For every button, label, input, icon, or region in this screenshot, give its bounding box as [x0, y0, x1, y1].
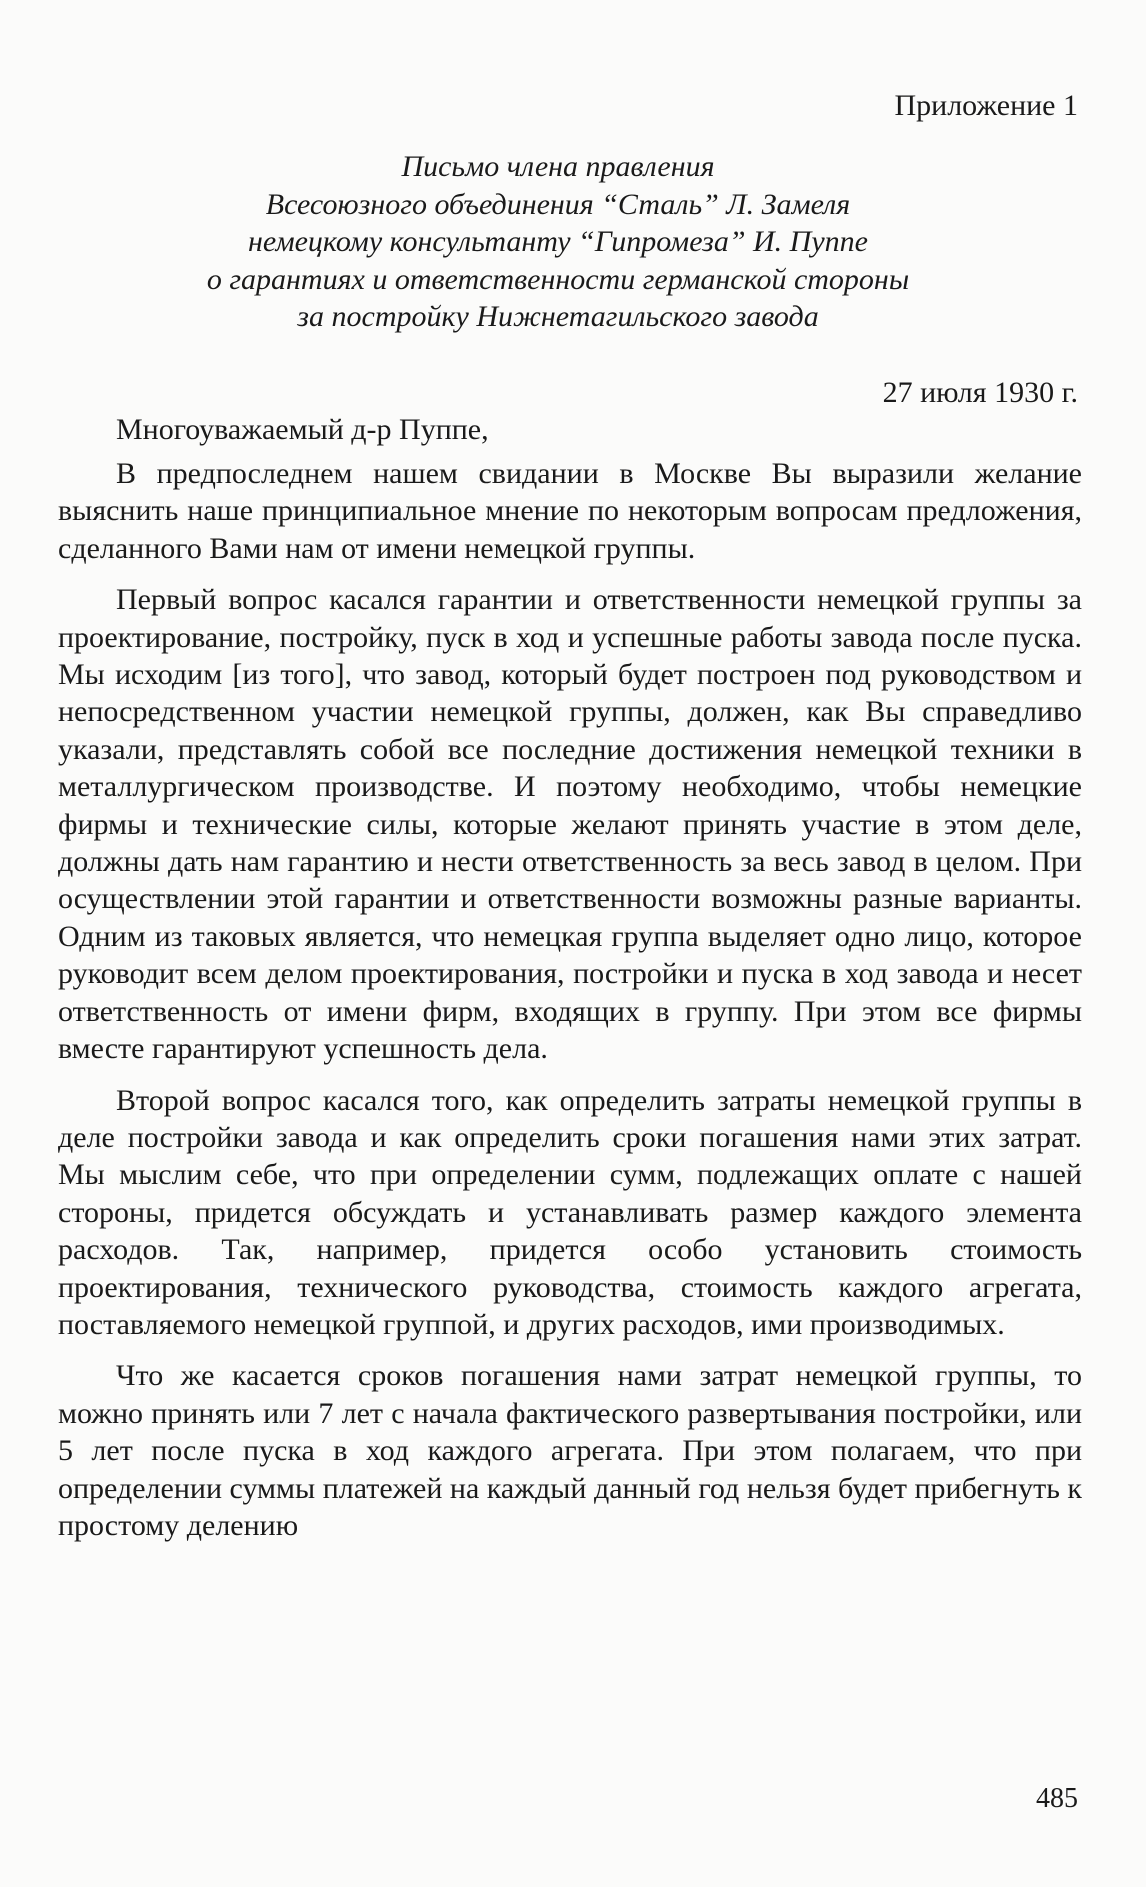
body-paragraph: В предпоследнем нашем свидании в Москве Вы выразили желание выяснить наше принципиальное мнение по некоторым вопросам предложения, сделанного Вами нам от имени немецкой группы. — [58, 457, 1082, 565]
title-line: о гарантиях и ответственности германской стороны — [206, 262, 910, 296]
document-title — [110, 148, 1006, 336]
title-line: Письмо члена правления — [401, 150, 715, 183]
letter-body — [58, 455, 1082, 1544]
body-paragraph: Что же касается сроков погашения нами затрат немецкой группы, то можно принять или 7 лет с начала фактического развертывания постройки, или 5 лет после пуска в ход каждого агрегата. При этом полагаем, что при определении суммы платежей на каждый данный год нельзя будет прибегнуть к простому делению — [58, 1359, 1082, 1542]
title-line: за постройку Нижнетагильского завода — [297, 300, 819, 333]
title-line: немецкому консультанту “Гипромеза” И. Пуппе — [248, 225, 868, 258]
title-line: Всесоюзного объединения “Сталь” Л. Замеля — [265, 187, 851, 221]
appendix-label: Приложение 1 — [894, 89, 1078, 122]
body-paragraph: Первый вопрос касался гарантии и ответственности немецкой группы за проектирование, постройку, пуск в ход и успешные работы завода после пуска. Мы исходим [из того], что завод, который будет построен под руководством и непосредственном участии немецкой группы, должен, как Вы справедливо указали, представлять собой все последние достижения немецкой техники в металлургическом производстве. И поэтому необходимо, чтобы немецкие фирмы и технические силы, которые желают принять участие в этом деле, должны дать нам гарантию и нести ответственность за весь завод в целом. При осуществлении этой гарантии и ответственности возможны разные варианты. Одним из таковых является, что немецкая группа выделяет одно лицо, которое руководит всем делом проектирования, постройки и пуска в ход завода и несет ответственность от имени фирм, входящих в группу. При этом все фирмы вместе гарантируют успешность дела. — [58, 583, 1082, 1066]
body-paragraph: Второй вопрос касался того, как определить затраты немецкой группы в деле постройки завода и как определить сроки погашения нами этих затрат. Мы мыслим себе, что при определении сумм, подлежащих оплате с нашей стороны, придется обсуждать и устанавливать размер каждого элемента расходов. Так, например, придется особо установить стоимость проектирования, технического руководства, стоимость каждого агрегата, поставляемого немецкой группой, и других расходов, ими производимых. — [58, 1083, 1082, 1341]
letter-date: 27 июля 1930 г. — [882, 376, 1078, 409]
page-number: 485 — [1036, 1783, 1078, 1814]
letter-greeting: Многоуважаемый д-р Пуппе, — [116, 413, 489, 446]
